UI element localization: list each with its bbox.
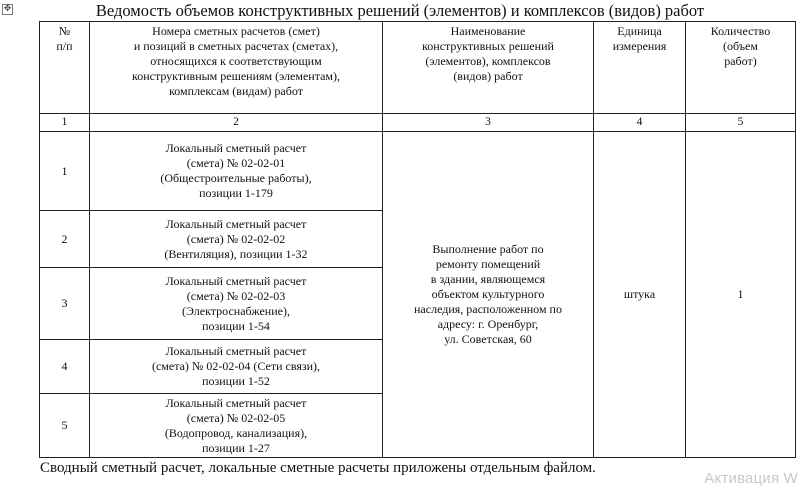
row-number: 2 bbox=[40, 211, 90, 268]
header-work-name: Наименование конструктивных решений (элементов), комплексов (видов) работ bbox=[383, 22, 594, 114]
estimate-cell: Локальный сметный расчет (смета) № 02-02-03 (Электроснабжение), позиции 1-54 bbox=[90, 268, 383, 340]
document-title: Ведомость объемов конструктивных решений (элементов) и комплексов (видов) работ bbox=[95, 1, 705, 20]
estimate-cell: Локальный сметный расчет (смета) № 02-02-05 (Водопровод, канализация), позиции 1-27 bbox=[90, 394, 383, 458]
estimate-cell: Локальный сметный расчет (смета) № 02-02-02 (Вентиляция), позиции 1-32 bbox=[90, 211, 383, 268]
header-estimates: Номера сметных расчетов (смет) и позиций в сметных расчетах (сметах), относящихся к соответствующим конструктивным решениям (элементам), комплексам (видам) работ bbox=[90, 22, 383, 114]
row-number: 5 bbox=[40, 394, 90, 458]
column-number: 5 bbox=[686, 114, 796, 132]
estimate-cell: Локальный сметный расчет (смета) № 02-02-04 (Сети связи), позиции 1-52 bbox=[90, 340, 383, 394]
header-quantity: Количество (объем работ) bbox=[686, 22, 796, 114]
row-number: 3 bbox=[40, 268, 90, 340]
row-number: 4 bbox=[40, 340, 90, 394]
estimate-cell: Локальный сметный расчет (смета) № 02-02-01 (Общестроительные работы), позиции 1-179 bbox=[90, 132, 383, 211]
quantity-cell: 1 bbox=[686, 132, 796, 458]
column-number: 3 bbox=[383, 114, 594, 132]
column-number: 2 bbox=[90, 114, 383, 132]
column-number: 4 bbox=[594, 114, 686, 132]
works-volume-table bbox=[39, 21, 796, 458]
move-handle-icon[interactable]: ✥ bbox=[3, 4, 12, 14]
row-number: 1 bbox=[40, 132, 90, 211]
column-number: 1 bbox=[40, 114, 90, 132]
header-unit: Единица измерения bbox=[594, 22, 686, 114]
column-numbers-row bbox=[40, 114, 796, 132]
work-name-cell: Выполнение работ по ремонту помещений в здании, являющемся объектом культурного наследия, расположенном по адресу: г. Оренбург, ул. Советская, 60 bbox=[383, 132, 594, 458]
table-header-row bbox=[40, 22, 796, 114]
activation-watermark: Активация W bbox=[704, 470, 798, 487]
unit-cell: штука bbox=[594, 132, 686, 458]
table-row bbox=[40, 132, 796, 211]
header-num: № п/п bbox=[40, 22, 90, 114]
footer-note: Сводный сметный расчет, локальные сметные расчеты приложены отдельным файлом. bbox=[40, 460, 596, 476]
